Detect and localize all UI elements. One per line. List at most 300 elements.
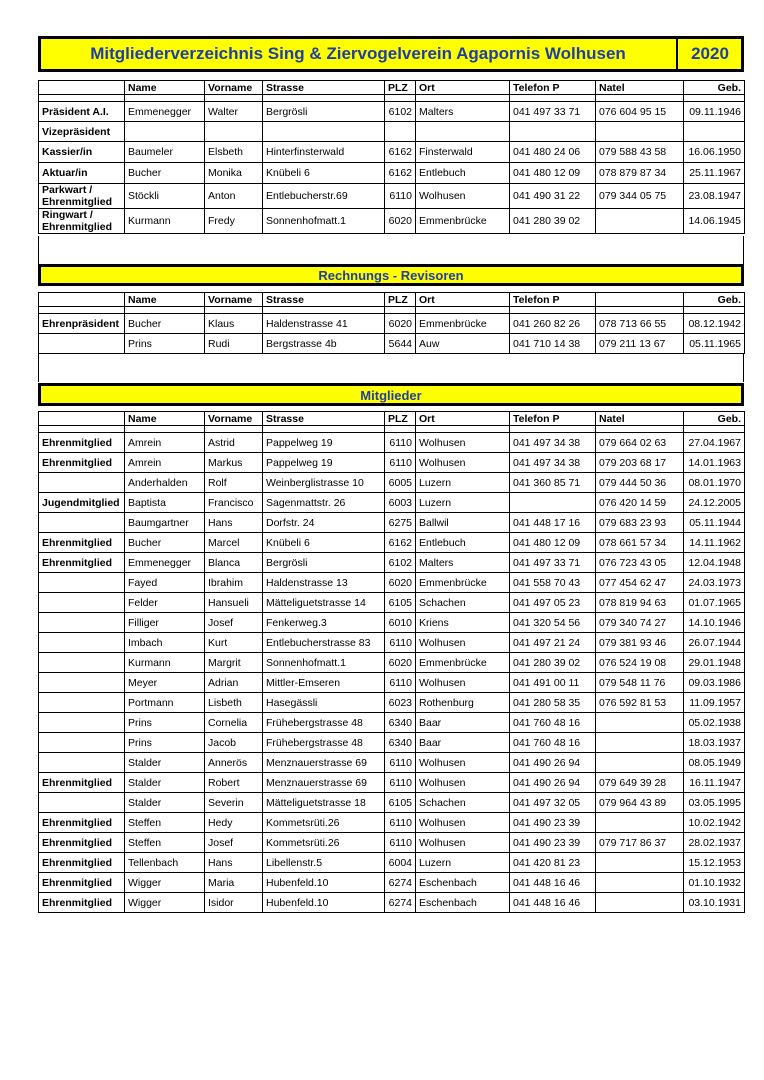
strasse-cell: Hubenfeld.10 (263, 873, 385, 893)
role-cell (39, 693, 125, 713)
ort-cell: Malters (416, 102, 510, 122)
mitglieder-heading: Mitglieder (360, 388, 422, 403)
vorname-cell: Francisco (205, 493, 263, 513)
ort-cell: Wolhusen (416, 833, 510, 853)
spacer-cell (684, 426, 745, 433)
table-row (39, 593, 745, 613)
natel-cell: 076 420 14 59 (596, 493, 684, 513)
name-cell: Amrein (125, 453, 205, 473)
table-row (39, 102, 745, 122)
strasse-cell: Kommetsrüti.26 (263, 833, 385, 853)
geb-cell: 24.03.1973 (684, 573, 745, 593)
telefon-cell: 041 490 26 94 (510, 773, 596, 793)
plz-cell: 6110 (385, 753, 416, 773)
header-row (39, 293, 745, 307)
role-cell (39, 473, 125, 493)
natel-cell: 076 524 19 08 (596, 653, 684, 673)
ort-cell: Schachen (416, 793, 510, 813)
natel-cell: 076 723 43 05 (596, 553, 684, 573)
geb-cell: 01.07.1965 (684, 593, 745, 613)
plz-cell: 6010 (385, 613, 416, 633)
name-cell: Portmann (125, 693, 205, 713)
table-row (39, 693, 745, 713)
plz-cell: 6110 (385, 833, 416, 853)
geb-cell: 28.02.1937 (684, 833, 745, 853)
geb-cell: 08.01.1970 (684, 473, 745, 493)
spacer-cell (416, 426, 510, 433)
natel-cell: 079 717 86 37 (596, 833, 684, 853)
column-header: Vorname (205, 293, 263, 307)
geb-cell: 09.03.1986 (684, 673, 745, 693)
geb-cell: 14.06.1945 (684, 209, 745, 234)
column-header: Telefon P (510, 293, 596, 307)
role-cell: Ehrenpräsident (39, 314, 125, 334)
ort-cell: Wolhusen (416, 633, 510, 653)
geb-cell: 14.01.1963 (684, 453, 745, 473)
plz-cell: 6102 (385, 102, 416, 122)
ort-cell: Wolhusen (416, 813, 510, 833)
name-cell: Baumeler (125, 142, 205, 163)
table-row (39, 209, 745, 234)
name-cell: Stalder (125, 773, 205, 793)
name-cell: Wigger (125, 873, 205, 893)
strasse-cell: Knübeli 6 (263, 163, 385, 184)
geb-cell: 26.07.1944 (684, 633, 745, 653)
ort-cell: Wolhusen (416, 453, 510, 473)
telefon-cell: 041 448 16 46 (510, 893, 596, 913)
revisoren-heading: Rechnungs - Revisoren (318, 268, 464, 283)
table-row (39, 873, 745, 893)
mitglieder-table (38, 411, 745, 913)
spacer-cell (596, 307, 684, 314)
telefon-cell: 041 497 33 71 (510, 553, 596, 573)
spacer-cell (39, 426, 125, 433)
header-row (39, 81, 745, 95)
role-cell (39, 753, 125, 773)
vorname-cell: Robert (205, 773, 263, 793)
ort-cell (416, 122, 510, 142)
name-cell: Emmenegger (125, 553, 205, 573)
name-cell: Prins (125, 334, 205, 354)
plz-cell: 6023 (385, 693, 416, 713)
spacer-cell (125, 95, 205, 102)
role-cell (39, 334, 125, 354)
role-cell: Kassier/in (39, 142, 125, 163)
strasse-cell: Mätteliguetstrasse 18 (263, 793, 385, 813)
ort-cell: Rothenburg (416, 693, 510, 713)
name-cell: Bucher (125, 533, 205, 553)
table-row (39, 493, 745, 513)
strasse-cell: Menznauerstrasse 69 (263, 753, 385, 773)
natel-cell: 079 340 74 27 (596, 613, 684, 633)
role-cell (39, 733, 125, 753)
natel-cell (596, 753, 684, 773)
plz-cell: 6110 (385, 773, 416, 793)
column-header: Name (125, 81, 205, 95)
geb-cell: 08.05.1949 (684, 753, 745, 773)
telefon-cell: 041 497 33 71 (510, 102, 596, 122)
vorname-cell: Marcel (205, 533, 263, 553)
name-cell: Baptista (125, 493, 205, 513)
geb-cell: 01.10.1932 (684, 873, 745, 893)
table-row (39, 473, 745, 493)
natel-cell: 079 211 13 67 (596, 334, 684, 354)
telefon-cell: 041 760 48 16 (510, 713, 596, 733)
plz-cell: 6274 (385, 873, 416, 893)
column-header: Ort (416, 293, 510, 307)
role-cell: Ehrenmitglied (39, 433, 125, 453)
geb-cell: 29.01.1948 (684, 653, 745, 673)
column-header: PLZ (385, 81, 416, 95)
vorname-cell: Ibrahim (205, 573, 263, 593)
spacer-cell (684, 95, 745, 102)
telefon-cell: 041 260 82 26 (510, 314, 596, 334)
vorname-cell: Severin (205, 793, 263, 813)
strasse-cell: Dorfstr. 24 (263, 513, 385, 533)
natel-cell: 077 454 62 47 (596, 573, 684, 593)
name-cell: Felder (125, 593, 205, 613)
name-cell: Stalder (125, 793, 205, 813)
natel-cell (596, 873, 684, 893)
table-row (39, 314, 745, 334)
ort-cell: Emmenbrücke (416, 573, 510, 593)
title-banner (38, 36, 744, 72)
vorname-cell: Jacob (205, 733, 263, 753)
geb-cell: 14.11.1962 (684, 533, 745, 553)
geb-cell: 27.04.1967 (684, 433, 745, 453)
spacer-cell (205, 307, 263, 314)
geb-cell: 03.10.1931 (684, 893, 745, 913)
telefon-cell: 041 760 48 16 (510, 733, 596, 753)
strasse-cell: Haldenstrasse 41 (263, 314, 385, 334)
geb-cell: 16.06.1950 (684, 142, 745, 163)
vorname-cell: Cornelia (205, 713, 263, 733)
natel-cell: 078 819 94 63 (596, 593, 684, 613)
telefon-cell: 041 558 70 43 (510, 573, 596, 593)
natel-cell: 078 713 66 55 (596, 314, 684, 334)
ort-cell: Luzern (416, 853, 510, 873)
ort-cell: Ballwil (416, 513, 510, 533)
table-row (39, 334, 745, 354)
spacer-cell (510, 95, 596, 102)
plz-cell: 6020 (385, 573, 416, 593)
telefon-cell: 041 320 54 56 (510, 613, 596, 633)
table-row (39, 853, 745, 873)
spacer-cell (416, 307, 510, 314)
plz-cell: 6110 (385, 433, 416, 453)
strasse-cell: Frühebergstrasse 48 (263, 733, 385, 753)
column-header: Natel (596, 81, 684, 95)
telefon-cell: 041 280 58 35 (510, 693, 596, 713)
name-cell: Kurmann (125, 653, 205, 673)
vorname-cell: Josef (205, 613, 263, 633)
telefon-cell: 041 710 14 38 (510, 334, 596, 354)
spacer-cell (385, 426, 416, 433)
spacer-cell (39, 307, 125, 314)
geb-cell: 05.11.1944 (684, 513, 745, 533)
telefon-cell: 041 497 34 38 (510, 453, 596, 473)
table-row (39, 142, 745, 163)
spacer-cell (263, 307, 385, 314)
telefon-cell: 041 490 23 39 (510, 833, 596, 853)
telefon-cell: 041 480 12 09 (510, 533, 596, 553)
plz-cell: 6110 (385, 813, 416, 833)
spacer-cell (596, 95, 684, 102)
vorname-cell: Annerös (205, 753, 263, 773)
ort-cell: Wolhusen (416, 753, 510, 773)
vorname-cell: Adrian (205, 673, 263, 693)
strasse-cell: Menznauerstrasse 69 (263, 773, 385, 793)
geb-cell: 24.12.2005 (684, 493, 745, 513)
plz-cell: 6105 (385, 593, 416, 613)
ort-cell: Auw (416, 334, 510, 354)
spacer-cell (385, 307, 416, 314)
role-cell: Vizepräsident (39, 122, 125, 142)
column-header: Geb. (684, 81, 745, 95)
table-row (39, 633, 745, 653)
column-header: Ort (416, 412, 510, 426)
plz-cell: 6005 (385, 473, 416, 493)
geb-cell: 03.05.1995 (684, 793, 745, 813)
natel-cell: 076 604 95 15 (596, 102, 684, 122)
table-row (39, 553, 745, 573)
telefon-cell: 041 490 31 22 (510, 184, 596, 209)
role-cell (39, 793, 125, 813)
column-header: PLZ (385, 412, 416, 426)
column-header: Geb. (684, 293, 745, 307)
column-header (596, 293, 684, 307)
strasse-cell: Libellenstr.5 (263, 853, 385, 873)
name-cell: Meyer (125, 673, 205, 693)
table-row (39, 653, 745, 673)
spacer-cell (263, 426, 385, 433)
role-cell: Ehrenmitglied (39, 833, 125, 853)
plz-cell: 6004 (385, 853, 416, 873)
natel-cell (596, 122, 684, 142)
vorname-cell: Markus (205, 453, 263, 473)
plz-cell: 6162 (385, 142, 416, 163)
ort-cell: Entlebuch (416, 533, 510, 553)
role-cell: Ehrenmitglied (39, 893, 125, 913)
vorname-cell: Hans (205, 853, 263, 873)
ort-cell: Finsterwald (416, 142, 510, 163)
natel-cell (596, 893, 684, 913)
plz-cell: 6110 (385, 453, 416, 473)
column-header: Telefon P (510, 81, 596, 95)
vorname-cell: Josef (205, 833, 263, 853)
name-cell: Steffen (125, 813, 205, 833)
column-header: Vorname (205, 412, 263, 426)
plz-cell: 6275 (385, 513, 416, 533)
strasse-cell: Hinterfinsterwald (263, 142, 385, 163)
vorname-cell: Walter (205, 102, 263, 122)
plz-cell: 6110 (385, 633, 416, 653)
natel-cell (596, 813, 684, 833)
role-cell: Ehrenmitglied (39, 453, 125, 473)
role-cell: Ehrenmitglied (39, 553, 125, 573)
column-header: Geb. (684, 412, 745, 426)
role-cell: Ehrenmitglied (39, 813, 125, 833)
spacer-cell (205, 95, 263, 102)
geb-cell: 15.12.1953 (684, 853, 745, 873)
header-row (39, 412, 745, 426)
name-cell: Amrein (125, 433, 205, 453)
geb-cell: 08.12.1942 (684, 314, 745, 334)
board-table (38, 80, 745, 234)
geb-cell: 16.11.1947 (684, 773, 745, 793)
vorname-cell: Klaus (205, 314, 263, 334)
spacer-row (39, 426, 745, 433)
plz-cell (385, 122, 416, 142)
spacer-row (39, 307, 745, 314)
plz-cell: 6340 (385, 733, 416, 753)
revisoren-table (38, 292, 745, 354)
strasse-cell: Hubenfeld.10 (263, 893, 385, 913)
strasse-cell: Bergrösli (263, 102, 385, 122)
ort-cell: Luzern (416, 493, 510, 513)
geb-cell: 05.02.1938 (684, 713, 745, 733)
header-blank (39, 412, 125, 426)
role-cell: Ringwart / Ehrenmitglied (39, 209, 125, 234)
name-cell: Steffen (125, 833, 205, 853)
spacer-cell (684, 307, 745, 314)
natel-cell: 079 664 02 63 (596, 433, 684, 453)
vorname-cell: Maria (205, 873, 263, 893)
name-cell: Tellenbach (125, 853, 205, 873)
natel-cell: 079 548 11 76 (596, 673, 684, 693)
natel-cell: 079 381 93 46 (596, 633, 684, 653)
plz-cell: 6110 (385, 673, 416, 693)
plz-cell: 6162 (385, 533, 416, 553)
natel-cell (596, 733, 684, 753)
table-row (39, 713, 745, 733)
plz-cell: 6110 (385, 184, 416, 209)
strasse-cell: Entlebucherstrasse 83 (263, 633, 385, 653)
table-row (39, 184, 745, 209)
strasse-cell: Sonnenhofmatt.1 (263, 209, 385, 234)
role-cell: Jugendmitglied (39, 493, 125, 513)
name-cell (125, 122, 205, 142)
plz-cell: 6274 (385, 893, 416, 913)
ort-cell: Wolhusen (416, 673, 510, 693)
table-row (39, 453, 745, 473)
strasse-cell: Knübeli 6 (263, 533, 385, 553)
telefon-cell: 041 280 39 02 (510, 653, 596, 673)
natel-cell: 076 592 81 53 (596, 693, 684, 713)
name-cell: Imbach (125, 633, 205, 653)
column-header: Name (125, 412, 205, 426)
role-cell (39, 613, 125, 633)
strasse-cell: Pappelweg 19 (263, 433, 385, 453)
plz-cell: 6020 (385, 314, 416, 334)
ort-cell: Wolhusen (416, 773, 510, 793)
plz-cell: 6003 (385, 493, 416, 513)
vorname-cell: Blanca (205, 553, 263, 573)
table-row (39, 773, 745, 793)
geb-cell (684, 122, 745, 142)
ort-cell: Emmenbrücke (416, 209, 510, 234)
ort-cell: Luzern (416, 473, 510, 493)
ort-cell: Eschenbach (416, 893, 510, 913)
telefon-cell: 041 490 23 39 (510, 813, 596, 833)
telefon-cell (510, 122, 596, 142)
spacer-cell (596, 426, 684, 433)
natel-cell: 079 683 23 93 (596, 513, 684, 533)
natel-cell (596, 853, 684, 873)
natel-cell: 079 444 50 36 (596, 473, 684, 493)
ort-cell: Emmenbrücke (416, 314, 510, 334)
telefon-cell: 041 497 21 24 (510, 633, 596, 653)
table-row (39, 673, 745, 693)
role-cell (39, 673, 125, 693)
table-row (39, 833, 745, 853)
strasse-cell: Mätteliguetstrasse 14 (263, 593, 385, 613)
vorname-cell: Lisbeth (205, 693, 263, 713)
ort-cell: Eschenbach (416, 873, 510, 893)
table-row (39, 163, 745, 184)
plz-cell: 6020 (385, 209, 416, 234)
geb-cell: 25.11.1967 (684, 163, 745, 184)
natel-cell: 078 661 57 34 (596, 533, 684, 553)
telefon-cell: 041 448 16 46 (510, 873, 596, 893)
telefon-cell: 041 497 34 38 (510, 433, 596, 453)
name-cell: Stalder (125, 753, 205, 773)
column-header: Natel (596, 412, 684, 426)
geb-cell: 14.10.1946 (684, 613, 745, 633)
section-gap (38, 354, 744, 382)
role-cell (39, 713, 125, 733)
column-header: PLZ (385, 293, 416, 307)
vorname-cell: Anton (205, 184, 263, 209)
role-cell: Präsident A.I. (39, 102, 125, 122)
strasse-cell: Kommetsrüti.26 (263, 813, 385, 833)
spacer-cell (205, 426, 263, 433)
ort-cell: Entlebuch (416, 163, 510, 184)
spacer-cell (385, 95, 416, 102)
plz-cell: 6102 (385, 553, 416, 573)
strasse-cell: Fenkerweg.3 (263, 613, 385, 633)
plz-cell: 6162 (385, 163, 416, 184)
telefon-cell: 041 497 32 05 (510, 793, 596, 813)
natel-cell (596, 713, 684, 733)
role-cell: Ehrenmitglied (39, 873, 125, 893)
telefon-cell: 041 490 26 94 (510, 753, 596, 773)
table-row (39, 573, 745, 593)
ort-cell: Baar (416, 713, 510, 733)
natel-cell: 078 879 87 34 (596, 163, 684, 184)
strasse-cell: Sonnenhofmatt.1 (263, 653, 385, 673)
column-header: Ort (416, 81, 510, 95)
ort-cell: Kriens (416, 613, 510, 633)
role-cell: Parkwart / Ehrenmitglied (39, 184, 125, 209)
spacer-cell (125, 307, 205, 314)
vorname-cell: Margrit (205, 653, 263, 673)
header-blank (39, 293, 125, 307)
natel-cell: 079 649 39 28 (596, 773, 684, 793)
name-cell: Kurmann (125, 209, 205, 234)
plz-cell: 6105 (385, 793, 416, 813)
name-cell: Wigger (125, 893, 205, 913)
spacer-cell (510, 307, 596, 314)
telefon-cell: 041 480 24 06 (510, 142, 596, 163)
ort-cell: Emmenbrücke (416, 653, 510, 673)
spacer-row (39, 95, 745, 102)
vorname-cell: Rolf (205, 473, 263, 493)
column-header: Strasse (263, 293, 385, 307)
natel-cell: 079 203 68 17 (596, 453, 684, 473)
name-cell: Prins (125, 713, 205, 733)
role-cell: Ehrenmitglied (39, 533, 125, 553)
